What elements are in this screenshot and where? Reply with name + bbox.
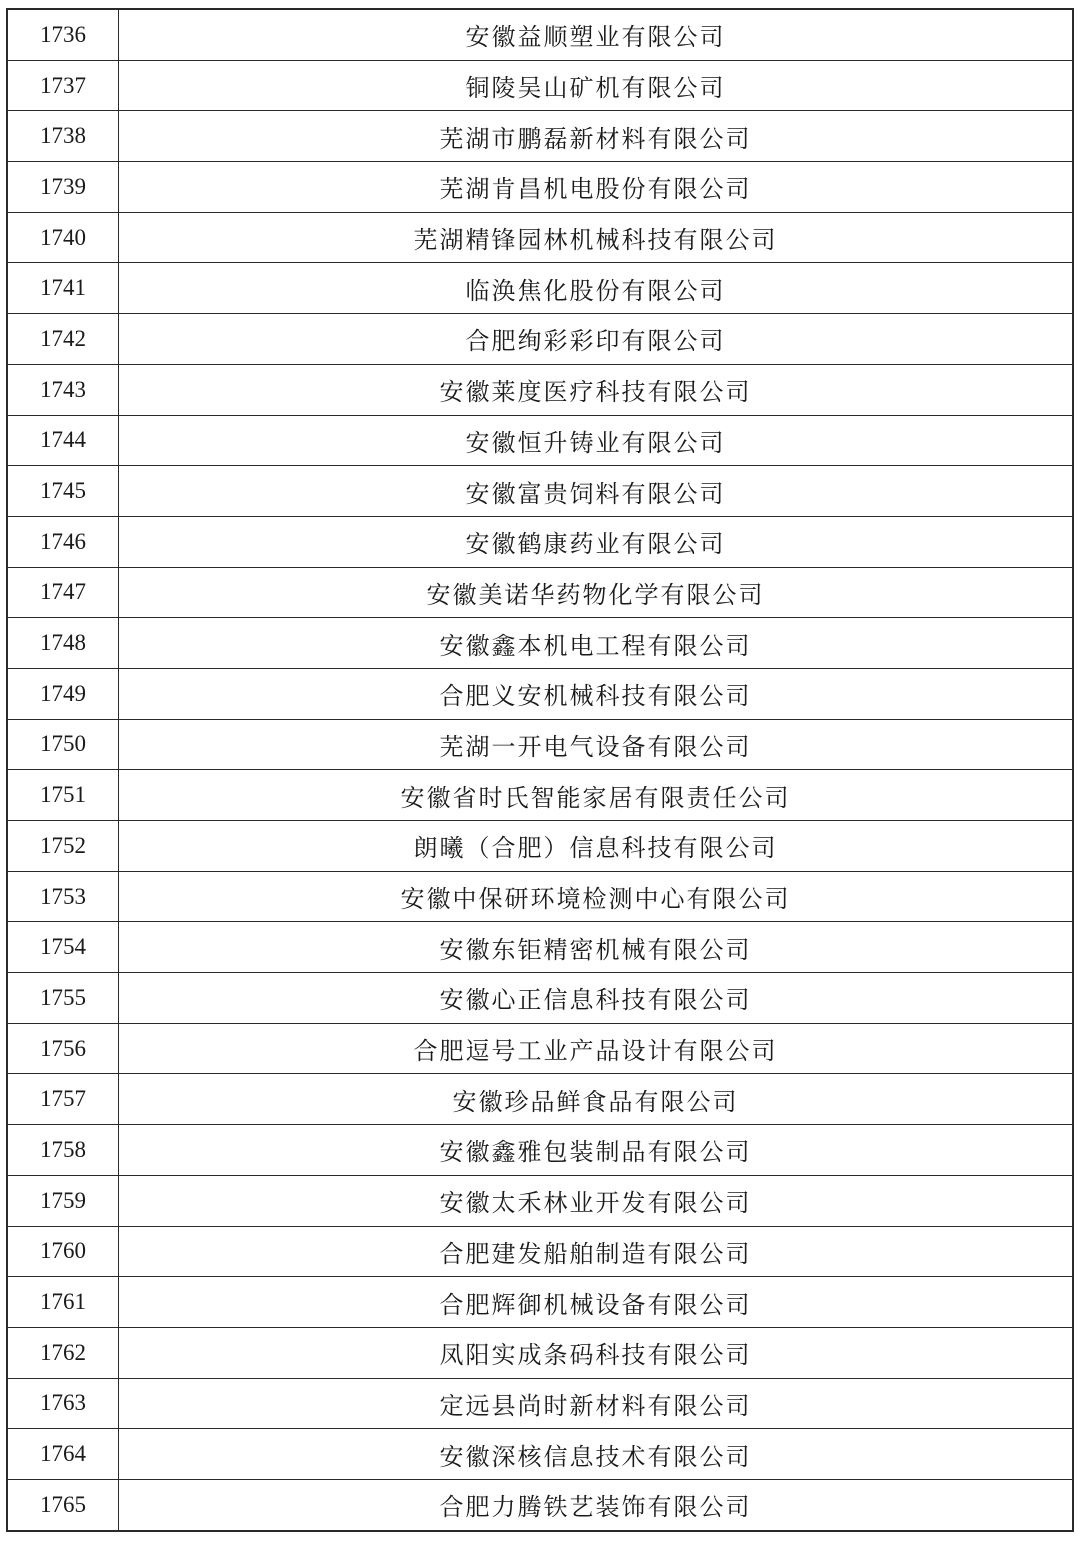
table-row [7,415,1073,466]
row-number-cell: 1747 [7,567,119,618]
row-number-cell: 1757 [7,1074,119,1125]
table-row [7,60,1073,111]
row-number-cell: 1749 [7,668,119,719]
company-list-table-container [6,8,1074,1532]
table-row [7,162,1073,213]
table-row [7,111,1073,162]
row-number-cell: 1760 [7,1226,119,1277]
row-number-cell: 1750 [7,719,119,770]
table-row [7,1023,1073,1074]
table-row [7,618,1073,669]
table-row [7,1074,1073,1125]
company-name-cell: 安徽中保研环境检测中心有限公司 [119,871,1074,922]
company-name-cell: 安徽美诺华药物化学有限公司 [119,567,1074,618]
row-number-cell: 1746 [7,516,119,567]
row-number-cell: 1751 [7,770,119,821]
company-name-cell: 合肥辉御机械设备有限公司 [119,1277,1074,1328]
row-number-cell: 1754 [7,922,119,973]
row-number-cell: 1763 [7,1378,119,1429]
company-name-cell: 铜陵吴山矿机有限公司 [119,60,1074,111]
company-name-cell: 临涣焦化股份有限公司 [119,263,1074,314]
table-row [7,871,1073,922]
company-name-cell: 安徽鹤康药业有限公司 [119,516,1074,567]
row-number-cell: 1756 [7,1023,119,1074]
table-row [7,1327,1073,1378]
row-number-cell: 1748 [7,618,119,669]
row-number-cell: 1742 [7,314,119,365]
row-number-cell: 1752 [7,821,119,872]
company-name-cell: 芜湖一开电气设备有限公司 [119,719,1074,770]
company-name-cell: 安徽富贵饲料有限公司 [119,466,1074,517]
company-name-cell: 合肥义安机械科技有限公司 [119,668,1074,719]
table-row [7,1479,1073,1530]
table-row [7,668,1073,719]
company-name-cell: 安徽恒升铸业有限公司 [119,415,1074,466]
table-row [7,212,1073,263]
table-row [7,1378,1073,1429]
company-name-cell: 安徽太禾林业开发有限公司 [119,1175,1074,1226]
company-name-cell: 芜湖肯昌机电股份有限公司 [119,162,1074,213]
company-name-cell: 安徽鑫雅包装制品有限公司 [119,1125,1074,1176]
row-number-cell: 1736 [7,9,119,60]
row-number-cell: 1764 [7,1429,119,1480]
row-number-cell: 1755 [7,973,119,1024]
table-row [7,1277,1073,1328]
company-name-cell: 合肥力腾铁艺装饰有限公司 [119,1479,1074,1530]
table-body [7,9,1073,1531]
table-row [7,263,1073,314]
row-number-cell: 1765 [7,1479,119,1530]
row-number-cell: 1759 [7,1175,119,1226]
row-number-cell: 1745 [7,466,119,517]
row-number-cell: 1737 [7,60,119,111]
table-row [7,567,1073,618]
company-name-cell: 安徽深核信息技术有限公司 [119,1429,1074,1480]
table-row [7,719,1073,770]
company-name-cell: 合肥逗号工业产品设计有限公司 [119,1023,1074,1074]
company-name-cell: 凤阳实成条码科技有限公司 [119,1327,1074,1378]
company-name-cell: 朗曦（合肥）信息科技有限公司 [119,821,1074,872]
company-name-cell: 芜湖精锋园林机械科技有限公司 [119,212,1074,263]
company-name-cell: 合肥绚彩彩印有限公司 [119,314,1074,365]
row-number-cell: 1740 [7,212,119,263]
company-name-cell: 安徽省时氏智能家居有限责任公司 [119,770,1074,821]
company-name-cell: 安徽莱度医疗科技有限公司 [119,364,1074,415]
table-row [7,1175,1073,1226]
row-number-cell: 1762 [7,1327,119,1378]
row-number-cell: 1753 [7,871,119,922]
company-name-cell: 定远县尚时新材料有限公司 [119,1378,1074,1429]
row-number-cell: 1741 [7,263,119,314]
company-name-cell: 安徽东钜精密机械有限公司 [119,922,1074,973]
row-number-cell: 1743 [7,364,119,415]
table-row [7,466,1073,517]
row-number-cell: 1758 [7,1125,119,1176]
table-row [7,9,1073,60]
table-row [7,1226,1073,1277]
company-name-cell: 芜湖市鹏磊新材料有限公司 [119,111,1074,162]
company-name-cell: 安徽益顺塑业有限公司 [119,9,1074,60]
company-name-cell: 合肥建发船舶制造有限公司 [119,1226,1074,1277]
row-number-cell: 1739 [7,162,119,213]
company-name-cell: 安徽心正信息科技有限公司 [119,973,1074,1024]
row-number-cell: 1738 [7,111,119,162]
table-row [7,516,1073,567]
table-row [7,821,1073,872]
row-number-cell: 1761 [7,1277,119,1328]
table-row [7,364,1073,415]
table-row [7,314,1073,365]
company-name-cell: 安徽珍品鲜食品有限公司 [119,1074,1074,1125]
table-row [7,770,1073,821]
table-row [7,922,1073,973]
table-row [7,973,1073,1024]
row-number-cell: 1744 [7,415,119,466]
company-name-cell: 安徽鑫本机电工程有限公司 [119,618,1074,669]
table-row [7,1429,1073,1480]
company-list-table [6,8,1074,1532]
table-row [7,1125,1073,1176]
